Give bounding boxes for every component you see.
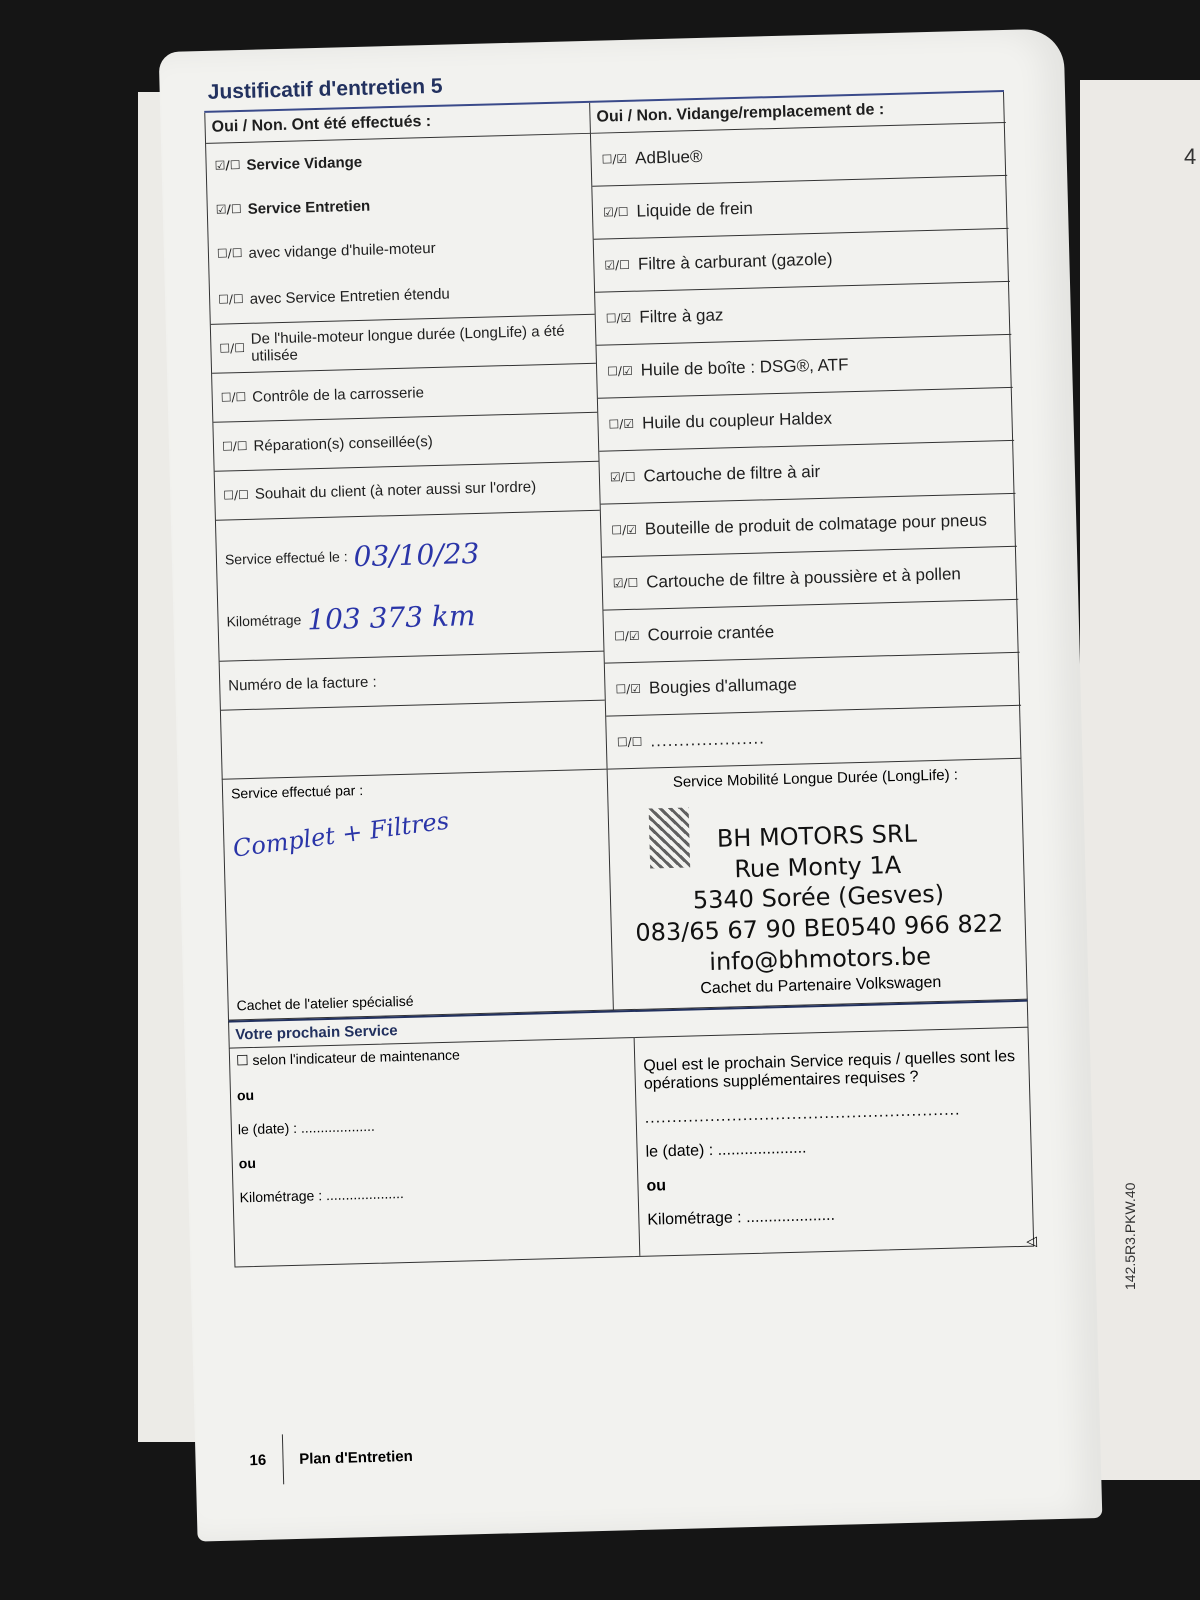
checkbox-pair[interactable]: ☐/☐ bbox=[217, 291, 244, 307]
service-date-block bbox=[216, 511, 604, 662]
row-label: Bougies d'allumage bbox=[648, 674, 798, 698]
booklet-page bbox=[159, 28, 1103, 1541]
left-column bbox=[206, 134, 607, 779]
row-label: Cartouche de filtre à air bbox=[643, 461, 821, 486]
performed-by-label: Service effectué par : bbox=[230, 782, 364, 802]
document-code: 142.5R3.PKW.40 bbox=[1122, 1182, 1138, 1290]
service-date-label: Service effectué le : bbox=[224, 548, 348, 568]
checkbox-pair[interactable]: ☐/☑ bbox=[613, 628, 640, 644]
stamp-line: Rue Monty 1A bbox=[733, 850, 902, 884]
checkbox-pair[interactable]: ☐/☑ bbox=[608, 416, 635, 432]
right-column bbox=[591, 123, 1022, 769]
right-header: Oui / Non. Vidange/remplacement de : bbox=[590, 92, 1006, 134]
stamp-area bbox=[222, 759, 1028, 1021]
checkbox-pair[interactable]: ☑/☐ bbox=[609, 469, 636, 485]
row-label: Service Vidange bbox=[246, 153, 363, 174]
page-title: Justificatif d'entretien 5 bbox=[207, 74, 443, 104]
row-label: Souhait du client (à noter aussi sur l'ordre) bbox=[254, 478, 537, 504]
row-label: Courroie crantée bbox=[647, 622, 775, 645]
longlife-stamp-cell bbox=[608, 759, 1029, 1010]
checkbox-pair[interactable]: ☐/☐ bbox=[216, 245, 243, 261]
row-label: Huile du coupleur Haldex bbox=[641, 408, 833, 433]
next-service-table bbox=[229, 1027, 1038, 1268]
or-label: ou bbox=[236, 1086, 255, 1104]
stamp-line: 083/65 67 90 BE0540 966 822 bbox=[635, 909, 1004, 948]
checkbox-pair[interactable]: ☐/☐ bbox=[223, 487, 250, 503]
row-label: Filtre à carburant (gazole) bbox=[637, 249, 833, 274]
left-header: Oui / Non. Ont été effectués : bbox=[205, 103, 591, 144]
next-service-question: Quel est le prochain Service requis / quelles sont les opérations supplémentaires requises ? bbox=[643, 1048, 1016, 1093]
checkbox-pair[interactable]: ☐/☐ bbox=[221, 438, 248, 454]
checkbox-pair[interactable]: ☑/☐ bbox=[602, 204, 629, 220]
row-label: Filtre à gaz bbox=[639, 305, 724, 327]
stamp-line: BH MOTORS SRL bbox=[716, 819, 918, 853]
performed-by-signature: Complet + Filtres bbox=[231, 806, 451, 863]
next-service-title: Votre prochain Service bbox=[228, 1000, 1028, 1048]
invoice-row bbox=[220, 652, 605, 711]
checkbox-pair[interactable]: ☐/☐ bbox=[220, 389, 247, 405]
longlife-label: Service Mobilité Longue Durée (LongLife) : bbox=[672, 766, 959, 791]
maintenance-table bbox=[204, 92, 1021, 780]
service-date-line bbox=[224, 519, 593, 591]
facing-page-mark: 4 bbox=[1184, 144, 1197, 169]
next-mileage-field[interactable]: Kilométrage : .................... bbox=[239, 1185, 404, 1206]
invoice-label: Numéro de la facture : bbox=[228, 673, 377, 694]
row-label: De l'huile-moteur longue durée (LongLife) a été utilisée bbox=[250, 322, 565, 365]
stamp-line: info@bhmotors.be bbox=[708, 942, 932, 976]
row-label: Cartouche de filtre à poussière et à pollen bbox=[646, 564, 962, 592]
row-label: AdBlue® bbox=[634, 146, 703, 168]
row-label: Réparation(s) conseillée(s) bbox=[253, 432, 433, 455]
mileage-label: Kilométrage bbox=[226, 611, 302, 630]
row-label: Contrôle de la carrosserie bbox=[252, 383, 425, 406]
facing-page bbox=[1080, 80, 1200, 1480]
or-label: ou bbox=[238, 1154, 257, 1172]
row-label: avec vidange d'huile-moteur bbox=[248, 239, 436, 262]
next-mileage-field-right[interactable]: Kilométrage : .................... bbox=[647, 1206, 836, 1229]
maintenance-indicator-option[interactable]: ☐ selon l'indicateur de maintenance bbox=[235, 1046, 461, 1069]
checkbox-pair[interactable]: ☐/☑ bbox=[615, 681, 642, 697]
next-service-right bbox=[635, 1028, 1036, 1254]
right-row bbox=[606, 706, 1022, 769]
service-date-value[interactable]: 03/10/23 bbox=[353, 536, 480, 573]
footer-divider bbox=[282, 1434, 284, 1484]
mileage-value[interactable]: 103 373 km bbox=[306, 598, 476, 636]
checkbox-pair[interactable]: ☑/☐ bbox=[604, 257, 631, 273]
triangle-arrow-icon: ◁ bbox=[1026, 1232, 1038, 1249]
page-content bbox=[203, 60, 1038, 1469]
row-label: Huile de boîte : DSG®, ATF bbox=[640, 355, 849, 380]
or-label: ou bbox=[646, 1177, 667, 1195]
partner-stamp-label: Cachet du Partenaire Volkswagen bbox=[700, 973, 942, 997]
checkbox-pair[interactable]: ☐/☑ bbox=[611, 522, 638, 538]
row-label: Bouteille de produit de colmatage pour pneus bbox=[644, 510, 988, 539]
section-name: Plan d'Entretien bbox=[298, 1447, 413, 1468]
checkbox-pair[interactable]: ☑/☐ bbox=[612, 575, 639, 591]
checkbox-pair[interactable]: ☐/☑ bbox=[601, 151, 628, 167]
stamp-line: 5340 Sorée (Gesves) bbox=[692, 880, 945, 915]
checkbox-pair[interactable]: ☑/☐ bbox=[214, 157, 241, 173]
mileage-line bbox=[226, 581, 595, 653]
row-label: avec Service Entretien étendu bbox=[249, 285, 450, 308]
checkbox-pair[interactable]: ☑/☐ bbox=[215, 201, 242, 217]
checkbox-pair[interactable]: ☐/☑ bbox=[605, 310, 632, 326]
row-label: .................... bbox=[650, 728, 766, 751]
checkbox-pair[interactable]: ☐/☑ bbox=[606, 363, 633, 379]
performed-by-cell bbox=[223, 770, 614, 1020]
page-number: 16 bbox=[249, 1451, 267, 1469]
page-footer bbox=[249, 1431, 414, 1485]
checkbox-pair[interactable]: ☐/☐ bbox=[219, 340, 246, 356]
row-label: Service Entretien bbox=[247, 197, 371, 218]
next-service-answer-field[interactable]: .......................................................... bbox=[644, 1101, 961, 1127]
checkbox-pair[interactable]: ☐/☐ bbox=[616, 734, 643, 750]
qr-code-icon bbox=[649, 807, 691, 868]
next-date-field[interactable]: le (date) : ................... bbox=[237, 1117, 375, 1138]
workshop-stamp-label: Cachet de l'atelier spécialisé bbox=[236, 992, 414, 1014]
row-label: Liquide de frein bbox=[636, 198, 754, 221]
next-service-left bbox=[230, 1038, 641, 1267]
next-date-field-right[interactable]: le (date) : .................... bbox=[645, 1139, 807, 1161]
